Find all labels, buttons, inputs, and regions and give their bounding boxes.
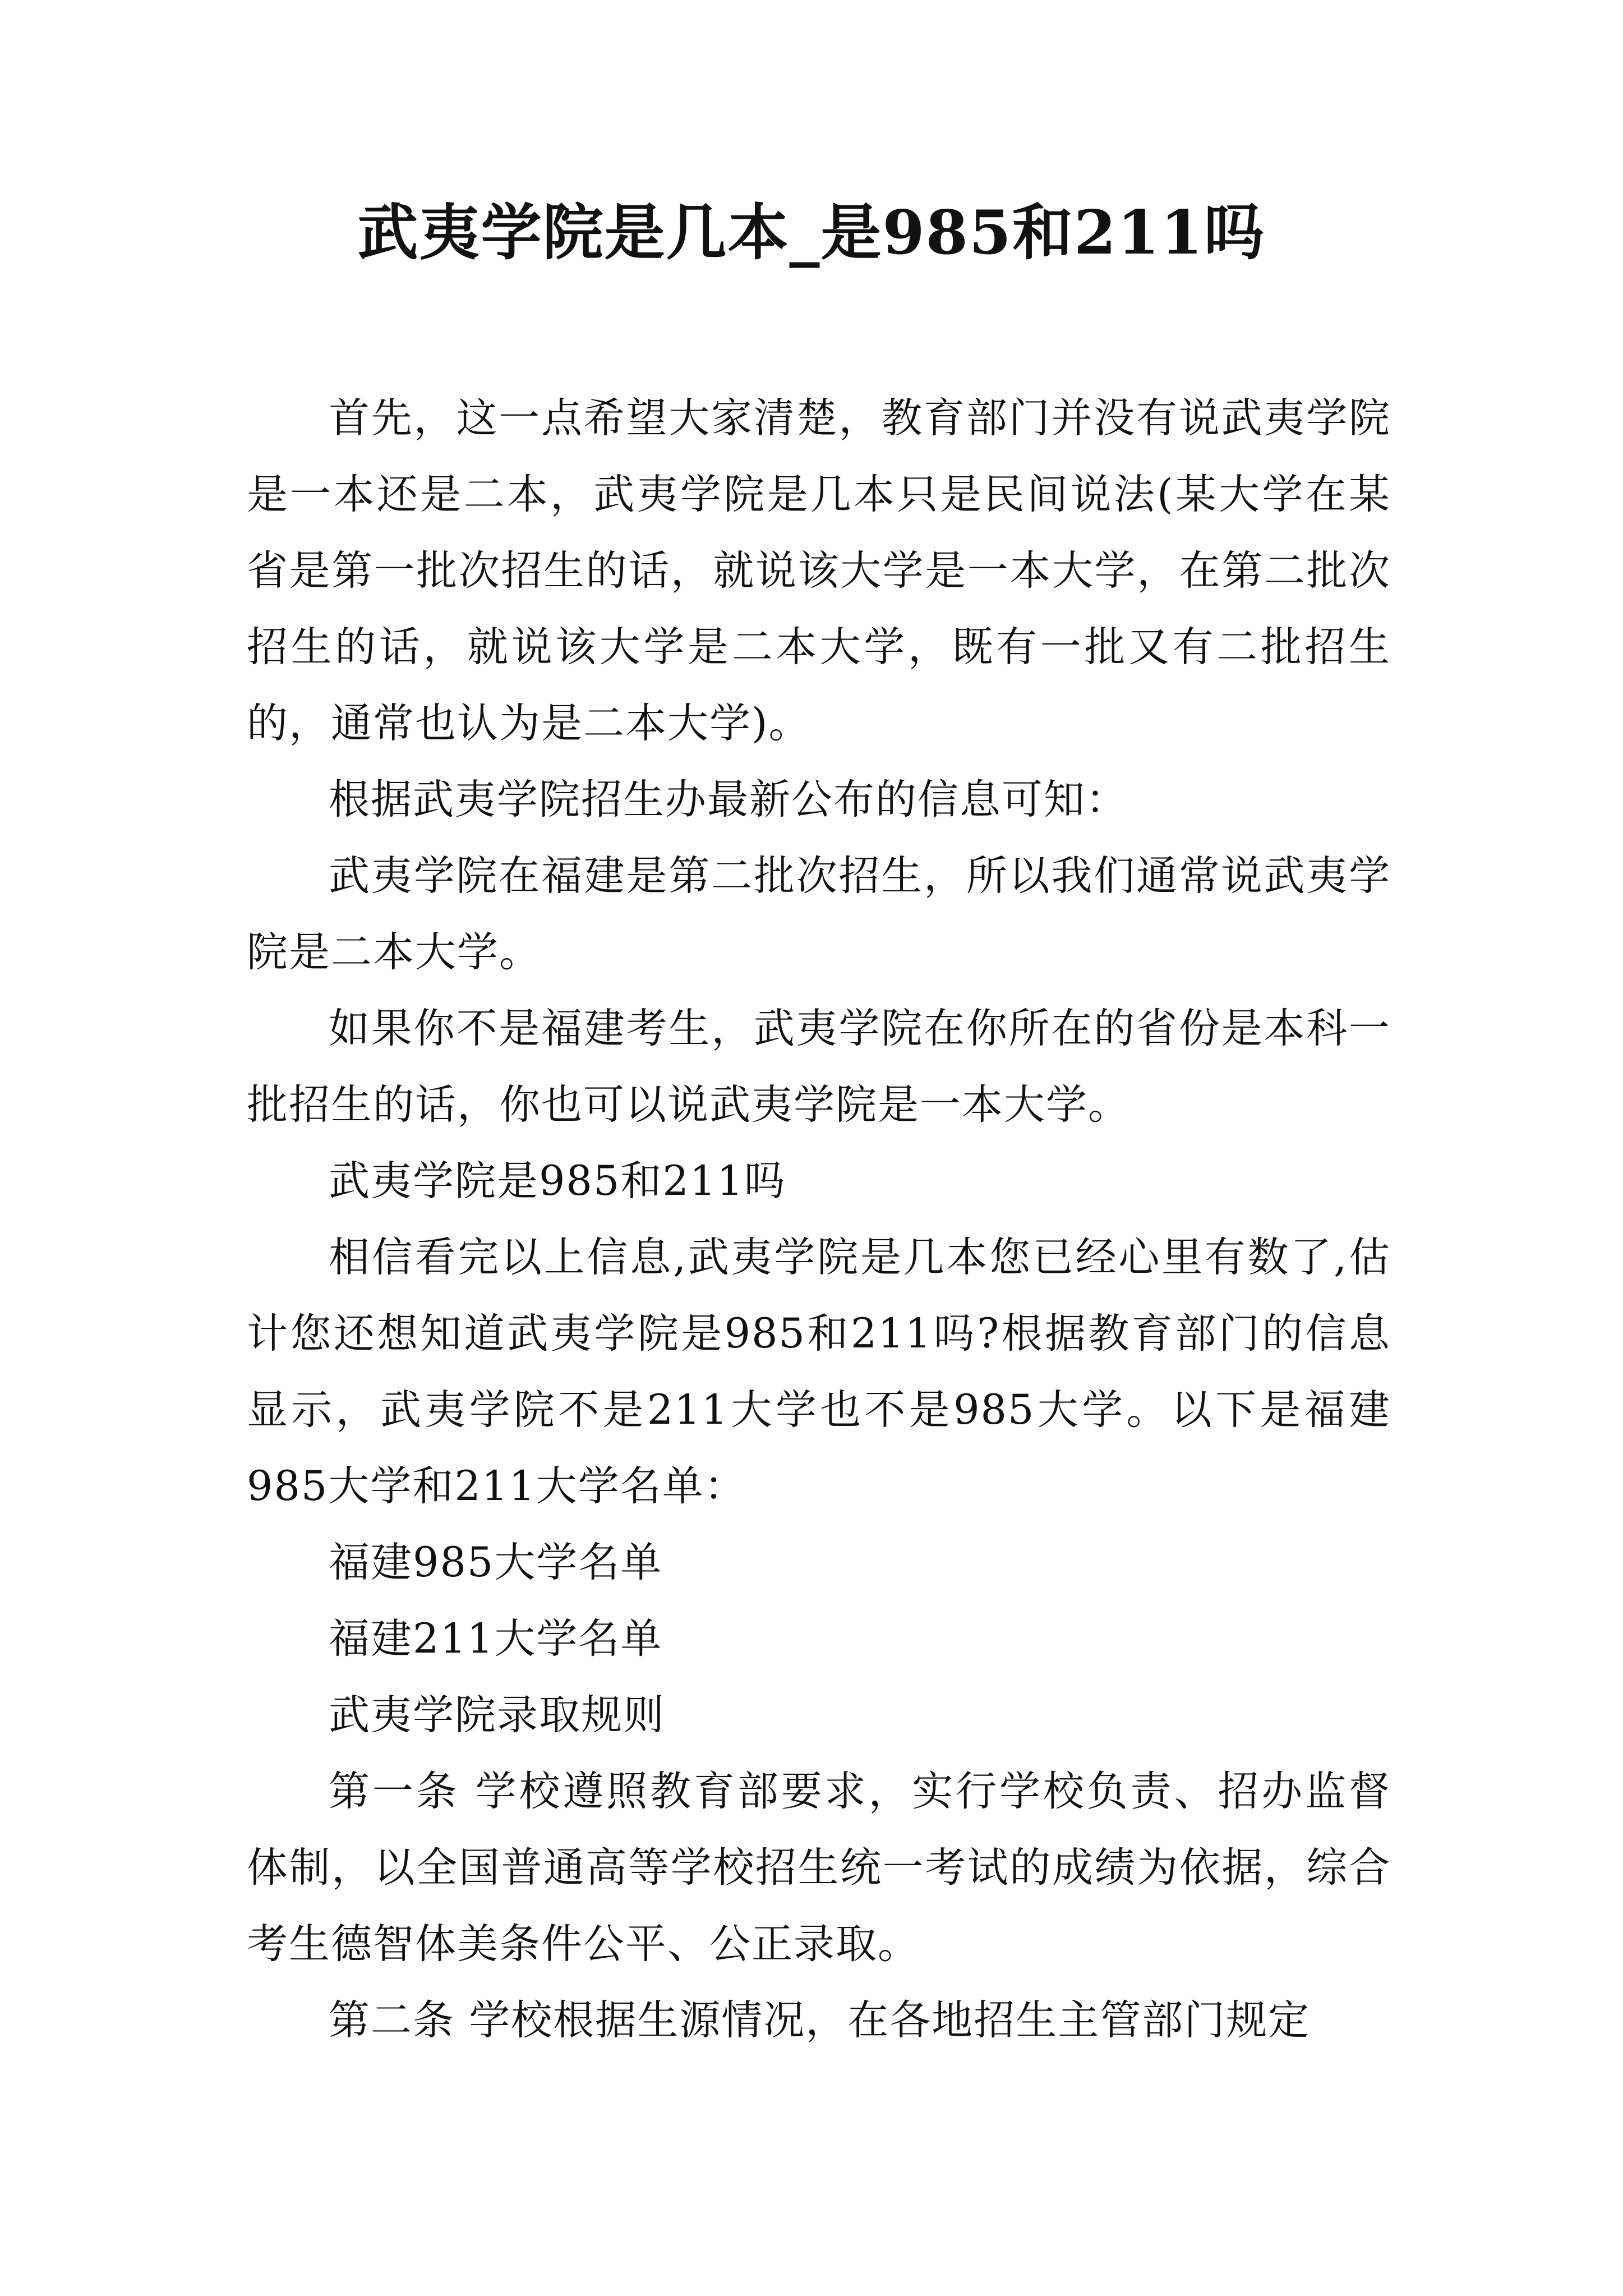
paragraph-intro: 首先，这一点希望大家清楚，教育部门并没有说武夷学院是一本还是二本，武夷学院是几本只是民间说法(某大学在某省是第一批次招生的话，就说该大学是一本大学，在第二批次招生的话，就说该大学是二本大学，既有一批又有二批招生的，通常也认为是二本大学)。	[247, 394, 1391, 747]
paragraph-fujian-985-list: 福建985大学名单	[329, 1539, 663, 1586]
paragraph-fujian-batch: 武夷学院在福建是第二批次招生，所以我们通常说武夷学院是二本大学。	[247, 852, 1391, 976]
paragraph-article-1: 第一条 学校遵照教育部要求，实行学校负责、招办监督体制，以全国普通高等学校招生统一考试的成绩为依据，综合考生德智体美条件公平、公正录取。	[247, 1768, 1391, 1968]
paragraph-fujian-211-list: 福建211大学名单	[329, 1615, 663, 1663]
paragraph-985-211-info: 相信看完以上信息,武夷学院是几本您已经心里有数了,估计您还想知道武夷学院是985和211吗?根据教育部门的信息显示，武夷学院不是211大学也不是985大学。以下是福建985大学和211大学名单：	[247, 1234, 1391, 1510]
document-title: 武夷学院是几本_是985和211吗	[357, 197, 1266, 268]
paragraph-other-province: 如果你不是福建考生，武夷学院在你所在的省份是本科一批招生的话，你也可以说武夷学院是一本大学。	[247, 1005, 1391, 1129]
paragraph-article-2: 第二条 学校根据生源情况，在各地招生主管部门规定	[329, 1996, 1311, 2044]
paragraph-subheading-985-211: 武夷学院是985和211吗	[329, 1157, 786, 1205]
paragraph-admission-rules-heading: 武夷学院录取规则	[329, 1691, 665, 1739]
document-body	[247, 380, 1391, 2059]
paragraph-source: 根据武夷学院招生办最新公布的信息可知：	[329, 776, 1128, 823]
